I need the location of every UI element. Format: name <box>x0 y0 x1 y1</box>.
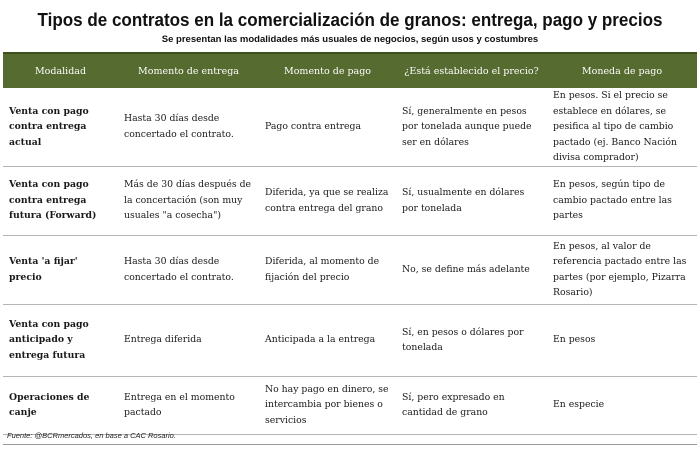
cell-modalidad: Venta con pago anticipado y entrega futura <box>3 304 118 376</box>
header-moneda-pago: Moneda de pago <box>547 53 697 88</box>
table-row <box>3 304 697 376</box>
table-row <box>3 235 697 304</box>
cell-modalidad: Venta con pago contra entrega futura (Forward) <box>3 166 118 235</box>
cell-momento-entrega: Más de 30 días después de la concertación (son muy usuales "a cosecha") <box>118 166 259 235</box>
cell-moneda-pago: En pesos, al valor de referencia pactado entre las partes (por ejemplo, Pizarra Rosario) <box>547 235 697 304</box>
cell-momento-pago: Pago contra entrega <box>259 88 396 166</box>
source-note: Fuente: @BCRmercados, en base a CAC Rosario. <box>7 431 176 440</box>
cell-precio-establecido: No, se define más adelante <box>396 235 547 304</box>
cell-momento-entrega: Entrega en el momento pactado <box>118 376 259 434</box>
cell-momento-entrega: Entrega diferida <box>118 304 259 376</box>
table-row <box>3 376 697 434</box>
cell-precio-establecido: Sí, usualmente en dólares por tonelada <box>396 166 547 235</box>
page-title: Tipos de contratos en la comercialización de granos: entrega, pago y precios <box>37 9 663 30</box>
page-subtitle: Se presentan las modalidades más usuales de negocios, según usos y costumbres <box>161 34 539 45</box>
cell-precio-establecido: Sí, generalmente en pesos por tonelada aunque puede ser en dólares <box>396 88 547 166</box>
cell-modalidad: Venta 'a fijar' precio <box>3 235 118 304</box>
header-momento-pago: Momento de pago <box>259 53 396 88</box>
cell-momento-pago: Diferida, al momento de fijación del precio <box>259 235 396 304</box>
cell-modalidad: Venta con pago contra entrega actual <box>3 88 118 166</box>
table-row <box>3 88 697 166</box>
header-modalidad: Modalidad <box>3 53 118 88</box>
cell-moneda-pago: En pesos. Si el precio se establece en dólares, se pesifica al tipo de cambio pactado (ej. Banco Nación divisa comprador) <box>547 88 697 166</box>
cell-precio-establecido: Sí, pero expresado en cantidad de grano <box>396 376 547 434</box>
cell-moneda-pago: En especie <box>547 376 697 434</box>
cell-momento-pago: Diferida, ya que se realiza contra entrega del grano <box>259 166 396 235</box>
cell-momento-pago: Anticipada a la entrega <box>259 304 396 376</box>
cell-momento-entrega: Hasta 30 días desde concertado el contrato. <box>118 235 259 304</box>
divider <box>3 444 697 445</box>
cell-moneda-pago: En pesos <box>547 304 697 376</box>
header-momento-entrega: Momento de entrega <box>118 53 259 88</box>
cell-modalidad: Operaciones de canje <box>3 376 118 434</box>
table-header-row <box>3 53 697 88</box>
cell-momento-pago: No hay pago en dinero, se intercambia por bienes o servicios <box>259 376 396 434</box>
contracts-table <box>3 52 697 435</box>
table-row <box>3 166 697 235</box>
header-precio-establecido: ¿Está establecido el precio? <box>396 53 547 88</box>
cell-momento-entrega: Hasta 30 días desde concertado el contrato. <box>118 88 259 166</box>
cell-precio-establecido: Sí, en pesos o dólares por tonelada <box>396 304 547 376</box>
cell-moneda-pago: En pesos, según tipo de cambio pactado entre las partes <box>547 166 697 235</box>
